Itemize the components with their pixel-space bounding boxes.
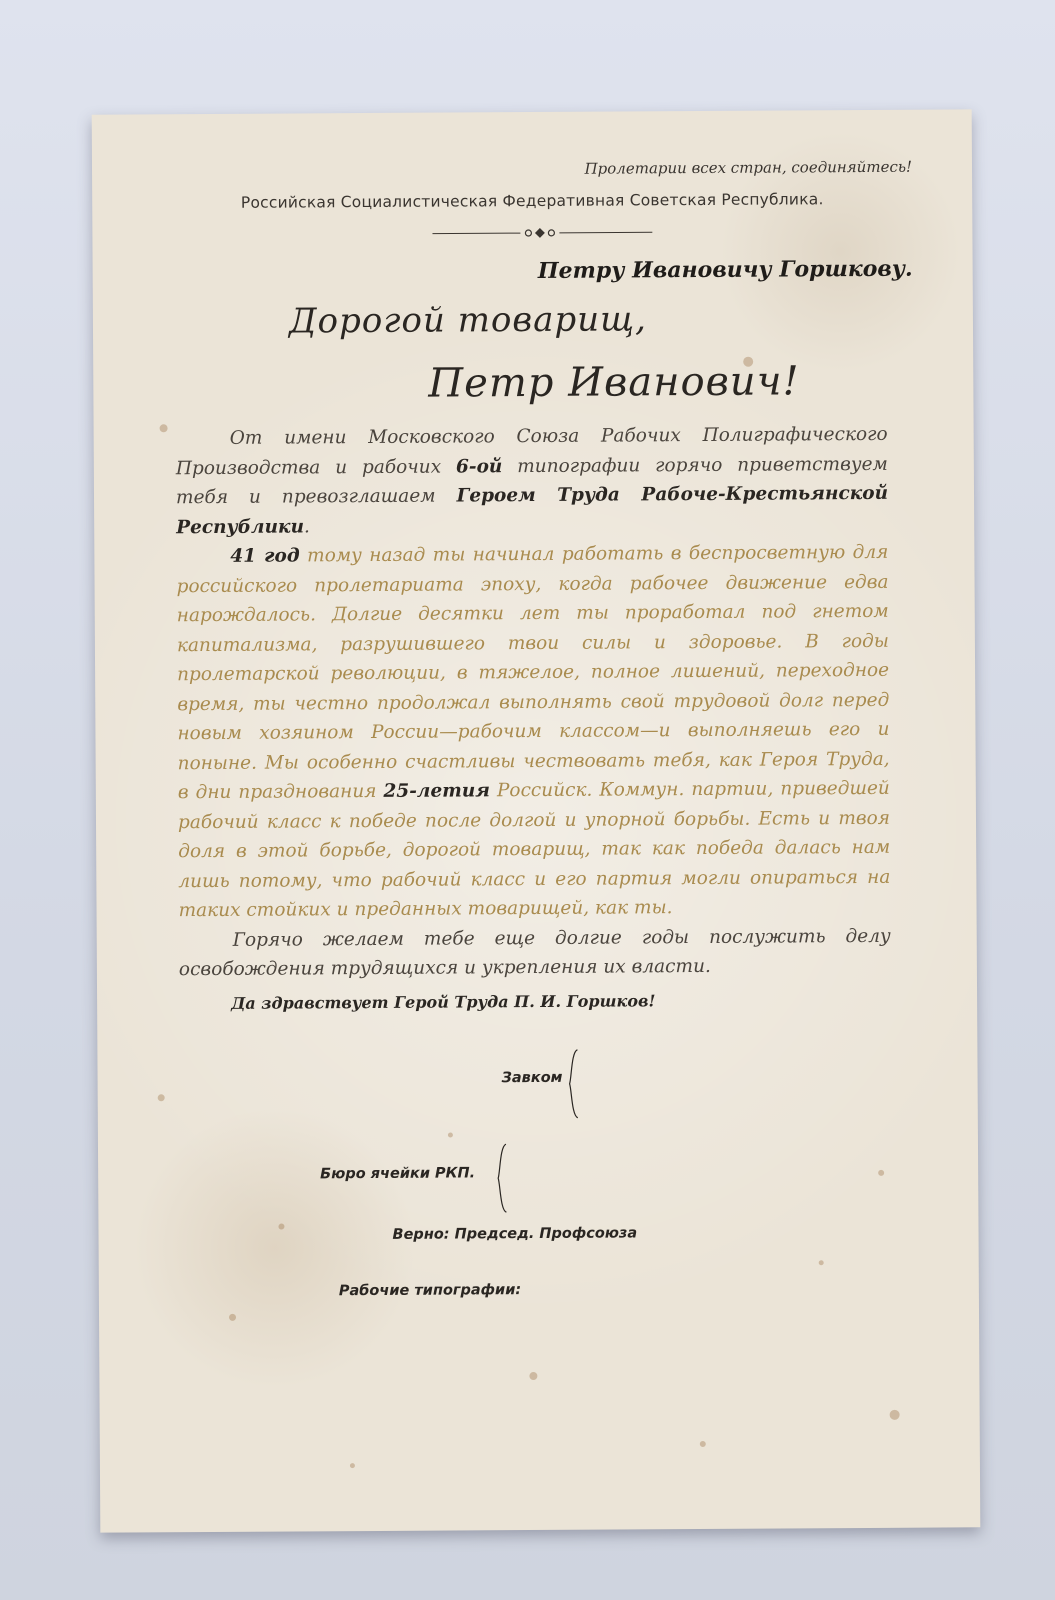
salutation-dear-comrade: Дорогой товарищ, <box>288 299 648 342</box>
long-live-line: Да здравствует Герой Труда П. И. Горшков! <box>231 991 656 1013</box>
brace-icon <box>567 1048 581 1120</box>
proletarian-motto: Пролетарии всех стран, соединяйтесь! <box>584 157 913 178</box>
certificate-sheet <box>92 109 981 1532</box>
signature-print-workers: Рабочие типографии: <box>338 1282 522 1300</box>
paragraph-wishes: Горячо желаем тебе еще долгие годы послужить делу освобождения трудящихся и укрепления их власти. <box>178 925 891 981</box>
letter-body <box>176 420 891 985</box>
salutation-name: Петр Иванович! <box>428 358 800 407</box>
republic-heading: Российская Социалистическая Федеративная Советская Республика. <box>240 190 824 212</box>
recipient-name: Петру Ивановичу Горшкову. <box>537 255 913 284</box>
signature-factory-committee: Завком <box>501 1069 563 1087</box>
hero-of-labour-title: Героем Труда Рабоче-Крестьянской Республики <box>176 482 889 538</box>
paragraph-greeting: От имени Московского Союза Рабочих Полиграфического Производства и рабочих 6-ой типографии горячо приветствуем тебя и превозглашаем Героем Труда Рабоче-Крестьянской Республики. <box>175 423 889 538</box>
signature-union-chair: Верно: Председ. Профсоюза <box>392 1225 638 1243</box>
brace-icon <box>496 1142 510 1214</box>
signature-party-cell: Бюро ячейки РКП. <box>320 1165 476 1183</box>
paragraph-career: 41 год тому назад ты начинал работать в беспросветную для российского пролетариата эпоху, когда рабочее движение едва нарождалось. Долгие десятки лет ты проработал под гнетом капитализма, разрушившего твои силы и здоровье. В годы пролетарской революции, в тяжелое, полное лишений, переходное время, ты честно продолжал выполнять свой трудовой долг перед новым хозяином России—рабочим классом—и выполняешь его и поныне. Мы особенно счастливы чествовать тебя, как Героя Труда, в дни празднования 25-летия Российск. Коммун. партии, приведшей рабочий класс к победе после долгой и упорной борьбы. Есть и твоя доля в этой борьбе, дорогой товарищ, так как победа далась нам лишь потому, что рабочий класс и его партия могли опираться на таких стойких и преданных товарищей, как ты. <box>176 541 891 922</box>
ornament-divider-icon <box>432 227 652 238</box>
